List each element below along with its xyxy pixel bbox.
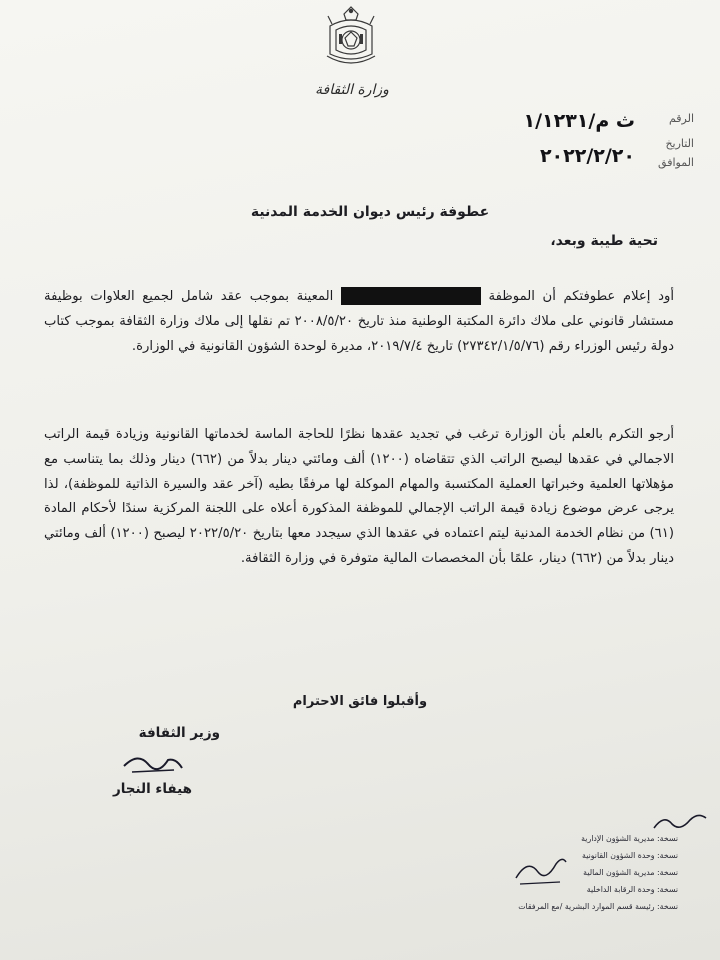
reference-number: ث م/١/١٢٣١ [523,110,635,132]
copy-item: نسخة: وحدة الرقابة الداخلية [586,885,678,894]
ministry-name-logo: وزارة الثقافة [315,82,389,98]
jordan-coat-of-arms-icon [322,4,380,70]
hijri-label: الموافق [658,156,694,169]
paragraph-1-start: أود إعلام عطوفتكم أن الموظفة [488,289,674,304]
paragraph-1-end: المعينة بموجب عقد شامل لجميع العلاوات بوظيفة مستشار قانوني على ملاك دائرة المكتبة الوطنية منذ تاريخ ٢٠٠٨/٥/٢٠ تم نقلها إلى ملاك وزارة الثقافة بموجب كتاب دولة رئيس الوزراء رقم (٢٧٣٤٢/١/٥/٧٦) تاريخ ٢٠١٩/٧/٤، مديرة لوحدة الشؤون القانونية في الوزارة. [44,289,674,354]
closing: وأقبلوا فائق الاحترام [292,694,428,709]
ref-label: الرقم [668,112,694,125]
signature-icon [118,748,188,778]
letter-date: ٢٠٢٢/٢/٢٠ [539,145,635,167]
initials-scribble-icon [510,848,570,890]
paragraph-1 [44,285,674,359]
copy-item: نسخة: رئيسة قسم الموارد البشرية /مع المرفقات [518,902,678,911]
copy-item: نسخة: مديرية الشؤون المالية [583,868,678,877]
paragraph-2: أرجو التكرم بالعلم بأن الوزارة ترغب في تجديد عقدها نظرًا للحاجة الماسة لخدماتها القانونية وزيادة قيمة الراتب الاجمالي في عقدها ليصبح الراتب الذي تتقاضاه (١٢٠٠) ألف ومائتي دينار بدلاً من (٦٦٢) دينار وذلك بما يتناسب مع مؤهلاتها العلمية وخبراتها العملية المكتسبة والمهام الموكلة لها مرفقًا بطيه (آخر عقد والسيرة الذاتية للموظفة)، لذا يرجى عرض موضوع زيادة قيمة الراتب الإجمالي للموظفة المذكورة أعلاه على اللجنة المركزية سندًا لأحكام المادة (٦١) من نظام الخدمة المدنية ليتم اعتماده في عقدها الذي سيجدد معها بتاريخ ٢٠٢٢/٥/٢٠ ليصبح (١٢٠٠) ألف ومائتي دينار بدلاً من (٦٦٢) دينار، علمًا بأن المخصصات المالية متوفرة في وزارة الثقافة. [44,427,674,566]
copy-item: نسخة: وحدة الشؤون القانونية [582,851,678,860]
greeting: تحية طيبة وبعد، [550,233,658,249]
signatory-name: هيفاء النجار [112,781,192,797]
copy-item: نسخة: مديرية الشؤون الإدارية [581,834,678,843]
redaction-bar [341,287,481,305]
date-label: التاريخ [665,137,694,150]
signatory-title: وزير الثقافة [138,725,220,741]
recipient: عطوفة رئيس ديوان الخدمة المدنية [250,204,490,220]
